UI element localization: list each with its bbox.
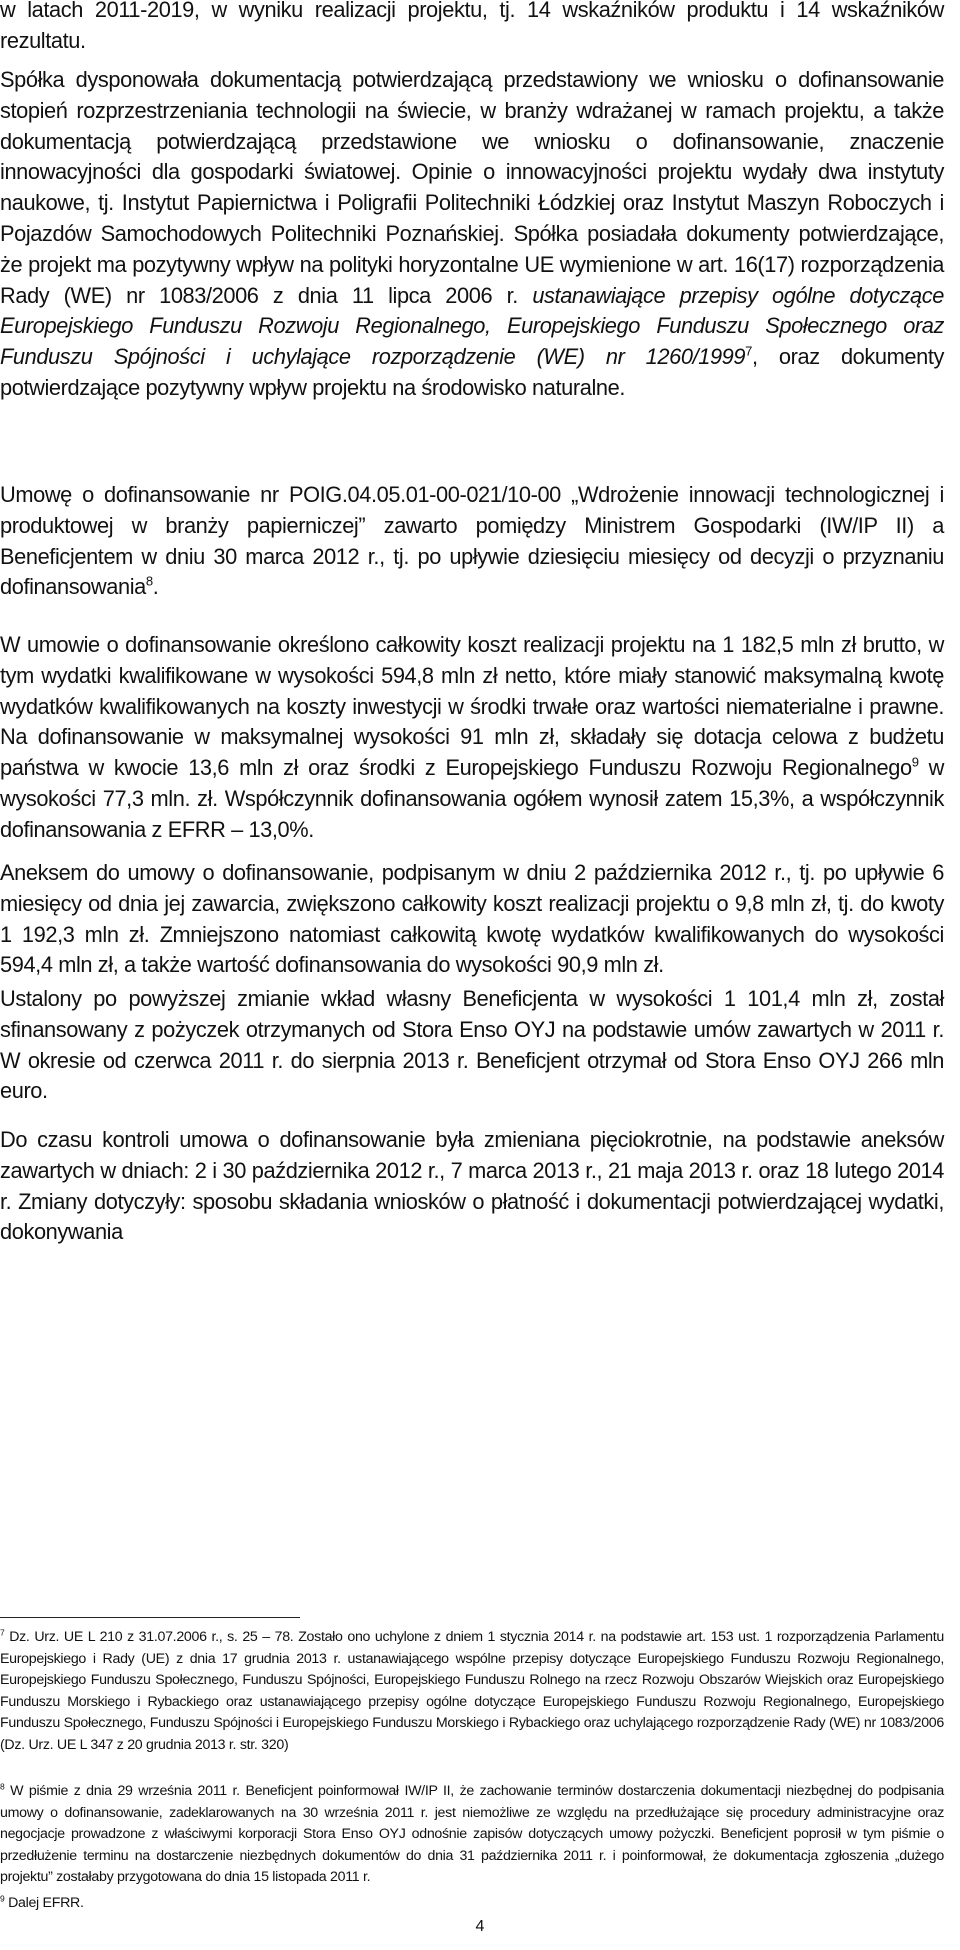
footnote-ref-9: 9 (911, 754, 919, 770)
paragraph-text: w wysokości 77,3 mln. zł. Współczynnik dofinansowania ogółem wynosił zatem 15,3%, a współczynnik dofinansowania z EFRR – 13,0%. (0, 755, 945, 842)
paragraph-text: Umowę o dofinansowanie nr POIG.04.05.01-00-021/10-00 „Wdrożenie innowacji technologicznej i produktowej w branży papierniczej” zawarto pomiędzy Ministrem Gospodarki (IW/IP II) a Beneficjentem w dniu 30 marca 2012 r., tj. po upływie dziesięciu miesięcy od decyzji o przyznaniu dofinansowania (0, 482, 944, 600)
paragraph-costs (0, 630, 944, 846)
paragraph-text: W umowie o dofinansowanie określono całkowity koszt realizacji projektu na 1 182,5 mln zł brutto, w tym wydatki kwalifikowane w wysokości 594,8 mln zł netto, które miały stanowić maksymalną kwotę wydatków kwalifikowanych na koszty inwestycji w środki trwałe oraz wartości niematerialne i prawne. Na dofinansowanie w maksymalnej wysokości 91 mln zł, składały się dotacja celowa z budżetu państwa w kwocie 13,6 mln zł oraz środki z Europejskiego Funduszu Rozwoju Regionalnego (0, 632, 944, 781)
regulation-title: ustanawiające przepisy ogólne dotyczące Europejskiego Funduszu Rozwoju Regionalnego, Europejskiego Funduszu Społecznego oraz Funduszu Spójności i uchylające rozporządzenie (WE) nr 1260/1999 (0, 282, 945, 370)
paragraph-text: Ustalony po powyższej zmianie wkład własny Beneficjenta w wysokości 1 101,4 mln zł, został sfinansowany z pożyczek otrzymanych od Stora Enso OYJ na podstawie umów zawartych w 2011 r. W okresie od czerwca 2011 r. do sierpnia 2013 r. Beneficjent otrzymał od Stora Enso OYJ 266 mln euro. (0, 986, 944, 1104)
paragraph-text: Aneksem do umowy o dofinansowanie, podpisanym w dniu 2 października 2012 r., tj. po upływie 6 miesięcy od dnia jej zawarcia, zwiększono całkowity koszt realizacji projektu o 9,8 mln zł, tj. do kwoty 1 192,3 mln zł. Zmniejszono natomiast całkowitą kwotę wydatków kwalifikowanych do wysokości 594,4 mln zł, a także wartość dofinansowania do wysokości 90,9 mln zł. (0, 860, 944, 978)
footnote-ref-7: 7 (745, 343, 752, 359)
paragraph-own-contribution (0, 984, 944, 1107)
footnote-number: 7 (0, 1627, 5, 1638)
footnote-number: 9 (0, 1893, 5, 1904)
paragraph-text: . (152, 574, 159, 600)
footnote-separator (0, 1617, 300, 1618)
page-number: 4 (475, 1918, 485, 1935)
footnote-7 (0, 1627, 944, 1757)
footnote-ref-8: 8 (145, 574, 153, 590)
paragraph-annex (0, 858, 944, 981)
footnote-text: W piśmie z dnia 29 września 2011 r. Beneficjent poinformował IW/IP II, że zachowanie terminów dostarczenia dokumentacji niezbędnej do podpisania umowy o dofinansowanie, zadeklarowanych na 30 września 2011 r. jest niemożliwe ze względu na przedłużające się procedury administracyjne oraz negocjacje prowadzone z właściwymi korporacji Stora Enso OYJ odnośnie zapisów dotyczących umowy pożyczki. Beneficjent poprosił w tym piśmie o przedłużenie terminu na dostarczenie niezbędnych dokumentów do dnia 31 października 2011 r. i poinformował, że dokumentacja zgłoszenia „dużego projektu” zostałaby przygotowana do dnia 15 listopada 2011 r. (0, 1783, 944, 1886)
paragraph-indicators (0, 0, 944, 57)
footnote-text: Dz. Urz. UE L 210 z 31.07.2006 r., s. 25 – 78. Zostało ono uchylone z dniem 1 stycznia 2014 r. na podstawie art. 153 ust. 1 rozporządzenia Parlamentu Europejskiego i Rady (UE) z dnia 17 grudnia 2013 r. ustanawiającego wspólne przepisy dotyczące Europejskiego Funduszu Rozwoju Regionalnego, Europejskiego Funduszu Społecznego, Funduszu Spójności, Europejskiego Funduszu Rolnego na rzecz Rozwoju Obszarów Wiejskich oraz Europejskiego Funduszu Morskiego i Rybackiego oraz ustanawiającego przepisy ogólne dotyczące Europejskiego Funduszu Rozwoju Regionalnego, Europejskiego Funduszu Społecznego, Funduszu Spójności i Europejskiego Funduszu Morskiego i Rybackiego oraz uchylającego rozporządzenie Rady (WE) nr 1083/2006 (Dz. Urz. UE L 347 z 20 grudnia 2013 r. str. 320) (0, 1629, 944, 1753)
footnote-text: Dalej EFRR. (4, 1895, 84, 1911)
paragraph-text: w latach 2011-2019, w wyniku realizacji projektu, tj. 14 wskaźników produktu i 14 wskaźników rezultatu. (0, 0, 944, 53)
paragraph-text: Do czasu kontroli umowa o dofinansowanie była zmieniana pięciokrotnie, na podstawie aneksów zawartych w dniach: 2 i 30 października 2012 r., 7 marca 2013 r., 21 maja 2013 r. oraz 18 lutego 2014 r. Zmiany dotyczyły: sposobu składania wniosków o płatność i dokumentacji potwierdzającej wydatki, dokonywania (0, 1127, 944, 1245)
paragraph-agreement (0, 480, 944, 603)
paragraph-amendments (0, 1125, 944, 1248)
paragraph-documentation (0, 65, 944, 404)
footnote-8 (0, 1781, 944, 1889)
paragraph-text: , oraz dokumenty potwierdzające pozytywny wpływ projektu na środowisko naturalne. (0, 344, 944, 400)
paragraph-text: Spółka dysponowała dokumentacją potwierdzającą przedstawiony we wniosku o dofinansowanie stopień rozprzestrzeniania technologii na świecie, w branży wdrażanej w ramach projektu, a także dokumentacją potwierdzającą przedstawione we wniosku o dofinansowanie, znaczenie innowacyjności dla gospodarki światowej. Opinie o innowacyjności projektu wydały dwa instytuty naukowe, tj. Instytut Papiernictwa i Poligrafii Politechniki Łódzkiej oraz Instytut Maszyn Roboczych i Pojazdów Samochodowych Politechniki Poznańskiej. Spółka posiadała dokumenty potwierdzające, że projekt ma pozytywny wpływ na polityki horyzontalne UE wymienione w art. 16(17) rozporządzenia Rady (WE) nr 1083/2006 z dnia 11 lipca 2006 r. (0, 67, 944, 308)
footnote-9 (0, 1893, 944, 1915)
footnote-number: 8 (0, 1781, 5, 1792)
